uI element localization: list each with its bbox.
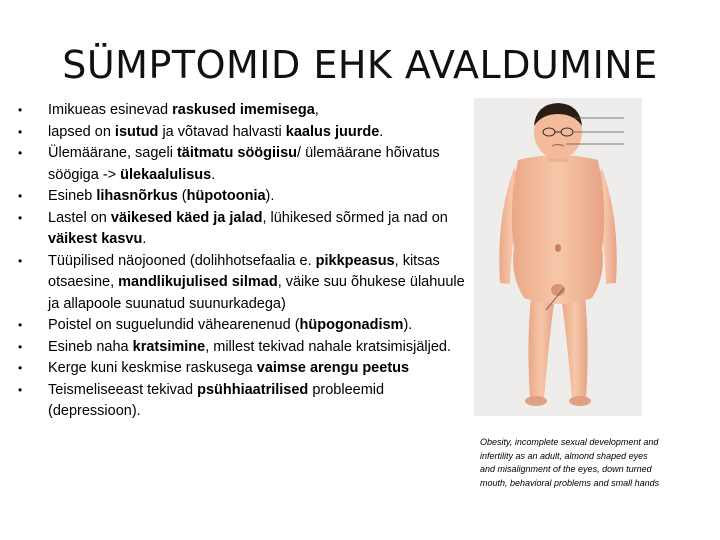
photo-caption: Obesity, incomplete sexual development and infertility as an adult, almond shaped eyes and misalignment of the eyes, down turned mouth, behavioral problems and small hands bbox=[480, 437, 660, 488]
patient-photo-illustration bbox=[474, 98, 642, 416]
bullet-dot-icon: • bbox=[18, 124, 23, 139]
bullet-item bbox=[18, 186, 468, 208]
bullet-emphasis: väikest kasvu bbox=[48, 231, 143, 247]
bullet-text: , kitsas otsaesine, bbox=[48, 252, 440, 290]
bullet-dot-icon: • bbox=[18, 253, 23, 268]
bullet-text: Poistel on suguelundid vähearenenud ( bbox=[48, 317, 300, 333]
patient-photo bbox=[474, 98, 642, 416]
bullet-text: ). bbox=[265, 188, 275, 204]
bullet-text: Kerge kuni keskmise raskusega bbox=[48, 360, 257, 376]
bullet-text: ). bbox=[403, 317, 413, 333]
bullet-text: Teismeliseeast tekivad bbox=[48, 381, 198, 398]
bullet-emphasis: psühhiaatrilised bbox=[197, 381, 309, 398]
bullet-text: probleemid (depressioon). bbox=[48, 381, 385, 419]
bullet-text: Imikueas esinevad bbox=[48, 102, 173, 118]
bullet-item bbox=[18, 122, 468, 144]
bullet-emphasis: isutud bbox=[114, 123, 159, 140]
bullet-emphasis: kaalus juurde bbox=[285, 123, 380, 140]
symptom-bullet-list bbox=[18, 100, 468, 423]
bullet-emphasis: ülekaalulisus bbox=[120, 166, 212, 183]
bullet-emphasis: mandlikujulised silmad bbox=[118, 274, 278, 290]
bullet-text: . bbox=[379, 123, 384, 140]
bullet-item bbox=[18, 358, 468, 380]
bullet-emphasis: hüpogonadism bbox=[299, 317, 404, 333]
bullet-item bbox=[18, 337, 468, 359]
bullet-text: Esineb naha bbox=[48, 338, 133, 355]
bullet-item bbox=[18, 315, 468, 337]
bullet-dot-icon: • bbox=[18, 318, 23, 332]
bullet-dot-icon: • bbox=[18, 103, 23, 117]
bullet-dot-icon: • bbox=[18, 189, 23, 203]
bullet-dot-icon: • bbox=[18, 210, 23, 225]
slide-title: SÜMPTOMID EHK AVALDUMINE bbox=[62, 43, 658, 87]
bullet-dot-icon: • bbox=[18, 361, 23, 375]
bullet-text: , väike suu õhukese ülahuule ja allapoole suunatud suunurkadega) bbox=[48, 274, 465, 312]
bullet-text: , lühikesed sõrmed ja nad on bbox=[262, 209, 448, 226]
bullet-item bbox=[18, 100, 468, 122]
bullet-text: Esineb bbox=[48, 188, 97, 204]
bullet-emphasis: täitmatu söögiisu bbox=[176, 145, 298, 161]
bullet-text: . bbox=[142, 231, 147, 247]
bullet-dot-icon: • bbox=[18, 339, 23, 354]
bullet-emphasis: vaimse arengu peetus bbox=[256, 360, 410, 376]
bullet-text: . bbox=[211, 166, 216, 183]
bullet-emphasis: väikesed käed ja jalad bbox=[110, 209, 263, 226]
bullet-dot-icon: • bbox=[18, 146, 23, 160]
bullet-item bbox=[18, 251, 468, 316]
bullet-text: Lastel on bbox=[48, 209, 111, 226]
bullet-text: Tüüpilised näojooned (dolihhotsefaalia e. bbox=[48, 252, 316, 269]
bullet-text: lapsed on bbox=[48, 123, 115, 140]
bullet-text: ( bbox=[177, 188, 187, 204]
bullet-emphasis: raskused imemisega bbox=[172, 102, 315, 118]
bullet-emphasis: lihasnõrkus bbox=[96, 188, 178, 204]
bullet-text: , bbox=[314, 102, 319, 118]
bullet-emphasis: kratsimine bbox=[132, 338, 206, 355]
bullet-item bbox=[18, 380, 468, 423]
bullet-item bbox=[18, 208, 468, 251]
bullet-text: Ülemäärane, sageli bbox=[48, 145, 177, 161]
bullet-dot-icon: • bbox=[18, 382, 23, 397]
bullet-text: / ülemäärane hõivatus söögiga -> bbox=[48, 145, 440, 183]
bullet-text: , millest tekivad nahale kratsimisjäljed. bbox=[205, 338, 451, 355]
bullet-emphasis: pikkpeasus bbox=[315, 252, 395, 269]
bullet-item bbox=[18, 143, 468, 186]
bullet-emphasis: hüpotoonia bbox=[186, 188, 266, 204]
bullet-text: ja võtavad halvasti bbox=[158, 123, 286, 140]
